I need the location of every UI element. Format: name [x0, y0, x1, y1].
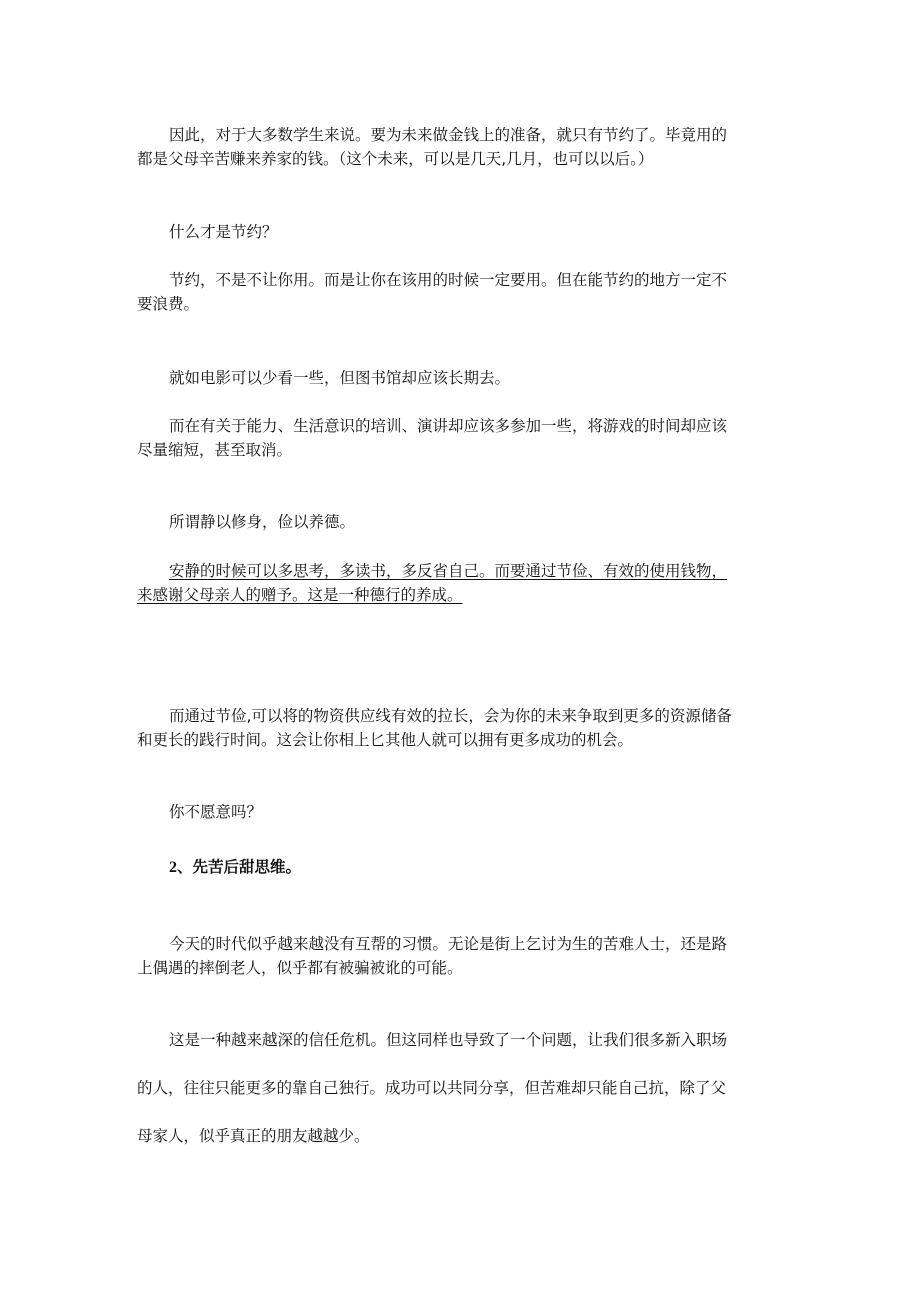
text-line: 母家人，似乎真正的朋友越越少。: [137, 1127, 370, 1145]
underlined-text: 安静的时候可以多思考，多读书，多反省自己。而要通过节俭、有效的使用钱物，: [169, 562, 728, 580]
text-line: [137, 559, 787, 583]
paragraph-underlined-virtue: [137, 559, 787, 607]
paragraph-supply-line: [137, 704, 787, 752]
heading-text: 、先苦后甜思维。: [177, 857, 302, 876]
paragraph-saving-definition: [137, 268, 787, 316]
heading-line: [137, 855, 787, 879]
paragraph-what-is-saving: [137, 220, 787, 244]
text-line: 而通过节俭,可以将的物资供应线有效的拉长，会为你的未来争取到更多的资源储备: [169, 707, 732, 725]
text-line: 和更长的践行时间。这会让你相上匕其他人就可以拥有更多成功的机会。: [137, 731, 634, 749]
heading-number: 2: [169, 859, 177, 876]
paragraph-training: [137, 414, 787, 462]
text-line: 今天的时代似乎越来越没有互帮的习惯。无论是街上乞讨为生的苦难人士，还是路: [169, 935, 728, 953]
text-line: 这是一种越来越深的信任危机。但这同样也导致了一个问题，让我们很多新入职场: [169, 1031, 728, 1049]
paragraph-quote: [137, 510, 787, 534]
text-line: 的人，往往只能更多的靠自己独行。成功可以共同分享，但苦难却只能自己抗，除了父: [137, 1079, 727, 1097]
section-heading: [137, 855, 787, 879]
paragraph-mutual-help: [137, 932, 787, 980]
text-line: 都是父母辛苦赚来养家的钱。（这个未来，可以是几天,几月，也可以以后。）: [137, 150, 654, 168]
text-line: 而在有关于能力、生活意识的培训、演讲却应该多参加一些，将游戏的时间却应该: [169, 417, 728, 435]
paragraph-savings-intro: [137, 123, 787, 171]
text-line: 因此，对于大多数学生来说。要为未来做金钱上的准备，就只有节约了。毕竟用的: [169, 126, 728, 144]
underlined-text: 来感谢父母亲人的赠予。这是一种德行的养成。: [137, 586, 463, 604]
text-line: [137, 583, 787, 607]
text-line: 就如电影可以少看一些，但图书馆却应该长期去。: [169, 369, 511, 387]
text-line: 什么才是节约？: [169, 223, 278, 241]
text-line: 节约，不是不让你用。而是让你在该用的时候一定要用。但在能节约的地方一定不: [169, 271, 728, 289]
text-line: 你不愿意吗？: [169, 803, 263, 821]
text-line: 所谓静以修身，俭以养德。: [169, 513, 356, 531]
paragraph-trust-crisis: [137, 1028, 787, 1148]
text-line: 尽量缩短，甚至取消。: [137, 441, 293, 459]
text-line: 上偶遇的摔倒老人，似乎都有被骗被讹的可能。: [137, 959, 463, 977]
text-line: 要浪费。: [137, 295, 200, 313]
paragraph-movie-library: [137, 366, 787, 390]
paragraph-question: [137, 800, 787, 824]
